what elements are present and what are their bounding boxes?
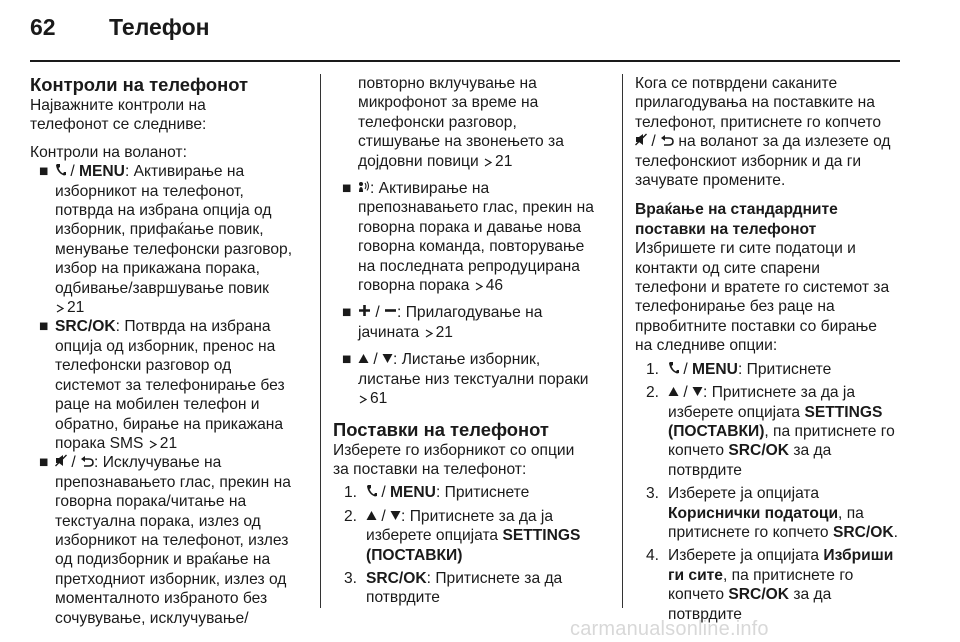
text: копчето (668, 442, 725, 460)
text-line: раце на мобилен телефон и (55, 396, 260, 414)
step-number: 1. (646, 360, 660, 378)
key-label: SRC/OK (728, 442, 790, 460)
arrow-ref-icon (484, 158, 492, 167)
bullet: ■ (342, 304, 352, 322)
text-line: од подизборник и враќање на (55, 551, 271, 569)
slash: / (651, 133, 656, 151)
text-line: Најважните контроли на (30, 97, 206, 114)
watermark: carmanualsonline.info (570, 618, 769, 640)
text-line: говорна команда, повторување (358, 238, 585, 256)
text: : Листање изборник, (393, 351, 541, 369)
key-label: SETTINGS (502, 527, 581, 545)
text: за да (793, 442, 832, 460)
text: : Исклучување на (94, 454, 222, 472)
section-heading: Контроли на телефонот (30, 74, 249, 95)
list-item (333, 350, 608, 408)
text: за да (793, 586, 832, 604)
page-ref: 21 (159, 434, 178, 452)
arrow-ref-icon (56, 304, 64, 313)
text: : Потврда на избрана (115, 318, 271, 336)
text-line: изборник, прифаќање повик, (55, 221, 264, 239)
column-2 (333, 74, 608, 608)
text-line: зачувате промените. (635, 172, 786, 190)
text-line: моменталното избраното без (55, 590, 268, 608)
text: : Притиснете (435, 484, 530, 502)
text: : Притиснете за да ја (401, 507, 554, 525)
text-line: стишување на звонењето за (358, 133, 564, 151)
phone-icon (668, 361, 679, 374)
slash: / (381, 484, 386, 502)
key-label: SETTINGS (804, 403, 883, 421)
key-label: MENU (692, 360, 738, 378)
key-label: SRC/OK (366, 569, 427, 587)
text: , па (838, 504, 864, 522)
text: , па притиснете го (764, 422, 895, 440)
page-ref: 46 (485, 277, 504, 295)
text-line: избор на прикажана порака, (55, 260, 260, 278)
text-line: потврда на избрана опција од (55, 202, 272, 220)
text-line: говорна порака и давање нова (358, 218, 582, 236)
text-line: Изберете го изборникот со опции (333, 441, 575, 459)
key-label: Кориснички податоци (668, 504, 839, 522)
mute-icon (635, 133, 647, 146)
text: говорна порака (358, 277, 470, 295)
text-line: обратно, бирање на прикажана (55, 415, 284, 433)
slash: / (373, 351, 378, 369)
text-line: говорна порака/читање на (55, 493, 247, 511)
key-label: SRC/OK (832, 523, 894, 541)
text-line: за поставки на телефонот: (333, 460, 527, 478)
key-label: SRC/OK (55, 318, 116, 336)
up-triangle-icon (358, 353, 369, 364)
text-line: потврдите (668, 461, 742, 479)
down-triangle-icon (692, 386, 703, 397)
text-line: на последната репродуцирана (358, 257, 580, 275)
text-line: Изберете ја опцијата (668, 485, 820, 503)
numbered-step (635, 383, 907, 480)
numbered-step (635, 484, 907, 542)
page-ref: 61 (370, 390, 388, 408)
subheading: Враќање на стандардните (635, 201, 838, 219)
text: , па притиснете го (722, 566, 854, 584)
text: : Активирање на (124, 163, 245, 181)
section-heading: Поставки на телефонот (333, 418, 549, 440)
phone-icon (55, 163, 66, 176)
text-line: прилагодувања на поставките на (635, 94, 875, 112)
page-title: Телефон (109, 14, 210, 40)
down-triangle-icon (382, 353, 393, 364)
page-number: 62 (30, 14, 56, 40)
text-line: повторно вклучување на (358, 75, 537, 92)
page-ref: 21 (495, 152, 513, 170)
text: : Прилагодување на (397, 304, 543, 322)
text: дојдовни повици (358, 152, 479, 170)
bullet: ■ (39, 454, 49, 472)
arrow-ref-icon (359, 395, 367, 404)
text-line: претходниот изборник, излез од (55, 570, 287, 588)
slash: / (70, 163, 75, 181)
mute-icon (55, 454, 67, 467)
slash: / (683, 384, 688, 402)
list-item (333, 303, 608, 342)
text-line: изборникот на телефонот, (55, 182, 244, 200)
text-line: микрофонот за време на (358, 94, 539, 112)
header-rule (30, 60, 900, 62)
step-number: 2. (646, 384, 660, 402)
text: Изберете ја опцијата (668, 547, 820, 565)
text-line: опција од изборник, пренос на (55, 337, 276, 355)
text: изберете опцијата (668, 403, 801, 421)
column-divider (622, 74, 623, 608)
text-line: препознавањето глас, прекин на (55, 473, 291, 491)
back-icon (660, 134, 674, 146)
text-line: сочувување, исклучување/ (55, 609, 249, 627)
text-line: контакти од сите спарени (635, 259, 820, 277)
text-line: Контроли на воланот: (30, 143, 187, 161)
list-item (30, 453, 310, 628)
step-number: 3. (646, 485, 660, 503)
text: копчето (668, 586, 725, 604)
text: . (893, 523, 898, 541)
slash: / (71, 454, 76, 472)
step-number: 3. (344, 569, 358, 587)
text-line: системот за телефонирање без (55, 376, 285, 394)
column-divider (320, 74, 321, 608)
key-label: (ПОСТАВКИ) (668, 422, 765, 440)
slash: / (683, 360, 688, 378)
text: : Притиснете за да (426, 569, 563, 587)
up-triangle-icon (668, 386, 679, 397)
text: притиснете го копчето (668, 523, 829, 541)
page-ref: 21 (67, 299, 85, 317)
text-line: одбивање/завршување повик (55, 279, 270, 297)
text-line: телефонирање без раце на (635, 298, 835, 316)
text-line: Кога се потврдени саканите (635, 75, 838, 92)
subheading: поставки на телефонот (635, 220, 817, 238)
phone-icon (366, 484, 377, 497)
text-line: телефони и вратете го системот за (635, 279, 890, 297)
minus-icon (384, 304, 397, 317)
text-line: Избришете ги сите податоци и (635, 240, 856, 258)
list-item (30, 162, 310, 317)
text: : Притиснете за да ја (703, 384, 856, 402)
text-line: телефонот, притиснете го копчето (635, 113, 882, 131)
text-line: телефонот се следниве: (30, 116, 207, 134)
text-line: менување телефонски разговор, (55, 240, 293, 258)
text-line: потврдите (366, 589, 440, 607)
slash: / (375, 304, 380, 322)
key-label: MENU (390, 484, 436, 502)
step-number: 2. (344, 507, 358, 525)
key-label: MENU (79, 163, 125, 181)
numbered-step (635, 360, 907, 379)
text: порака SMS (55, 434, 144, 452)
arrow-ref-icon (475, 282, 483, 291)
page-header (30, 14, 210, 54)
text-line: препознавањето глас, прекин на (358, 199, 594, 217)
numbered-step (635, 546, 907, 624)
list-item (30, 317, 310, 453)
key-label: SRC/OK (728, 586, 790, 604)
bullet: ■ (342, 351, 352, 369)
page-ref: 21 (435, 323, 453, 341)
key-label: ги сите (668, 566, 723, 584)
bullet: ■ (39, 163, 49, 181)
text-line: изборникот на телефонот, излез (55, 531, 289, 549)
step-number: 4. (646, 547, 660, 565)
arrow-ref-icon (425, 329, 433, 338)
numbered-step (333, 507, 608, 565)
bullet: ■ (39, 318, 49, 336)
text: јачината (358, 323, 420, 341)
text-line: листање низ текстуални пораки (358, 370, 589, 388)
column-3 (635, 74, 907, 624)
list-item (333, 179, 608, 295)
bullet: ■ (342, 180, 352, 198)
column-1 (30, 74, 310, 628)
key-label: Избриши (823, 547, 894, 565)
text-line: на следниве опции: (635, 337, 778, 355)
text: : Активирање на (370, 180, 490, 198)
text-line: телефонскиот изборник и да ги (635, 152, 862, 170)
text: на воланот за да излезете од (678, 133, 891, 151)
step-number: 1. (344, 484, 358, 502)
text-line: текстуална порака, излез од (55, 512, 261, 530)
numbered-step (333, 483, 608, 502)
up-triangle-icon (366, 510, 377, 521)
text-line: потврдите (668, 605, 742, 623)
text-line: телефонски разговор од (55, 357, 232, 375)
key-label: (ПОСТАВКИ) (366, 546, 463, 564)
text-line: телефонски разговор, (358, 113, 517, 131)
voice-icon (358, 180, 370, 193)
down-triangle-icon (390, 510, 401, 521)
arrow-ref-icon (149, 440, 157, 449)
slash: / (381, 507, 386, 525)
back-icon (80, 455, 94, 467)
plus-icon (358, 304, 371, 317)
text: : Притиснете (737, 360, 832, 378)
text-line: првобитните поставки со бирање (635, 317, 877, 335)
text: изберете опцијата (366, 527, 499, 545)
numbered-step (333, 569, 608, 608)
